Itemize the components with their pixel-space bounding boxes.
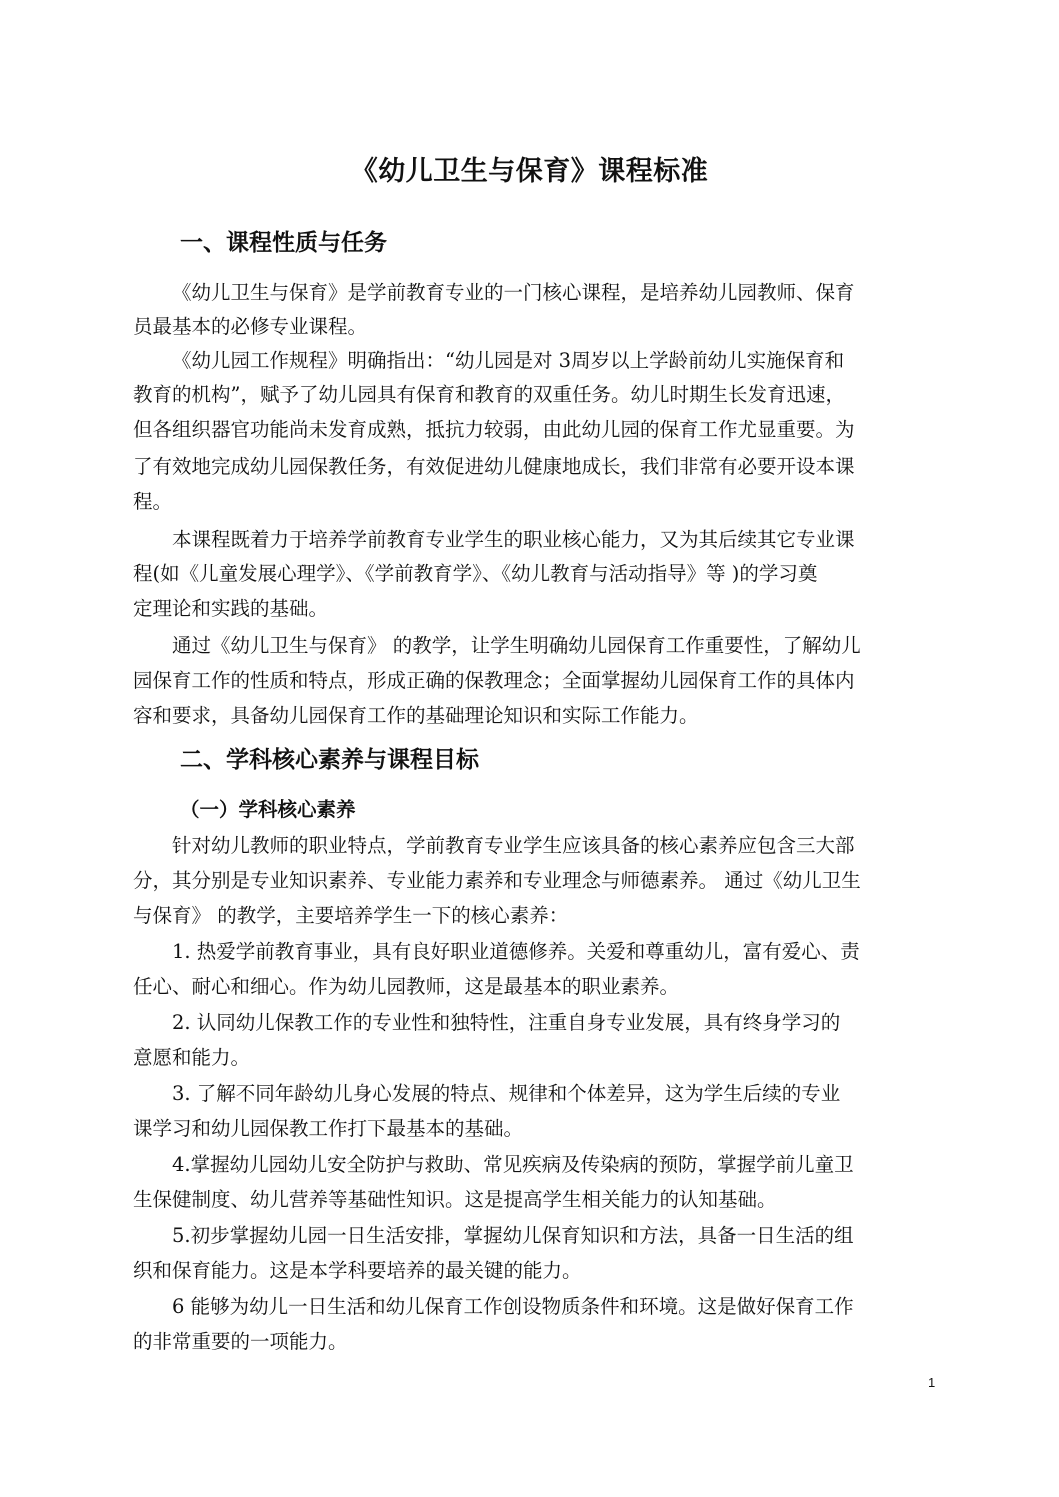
text-line: 但各组织器官功能尚未发育成熟，抵抗力较弱，由此幼儿园的保育工作尤显重要。为 — [133, 418, 855, 441]
section-heading-2: 二、学科核心素养与课程目标 — [180, 747, 479, 773]
text-line: 《幼儿园工作规程》明确指出：“幼儿园是对 3周岁以上学龄前幼儿实施保育和 — [172, 349, 845, 372]
text-line: 程。 — [133, 490, 173, 513]
list-item: 4.掌握幼儿园幼儿安全防护与救助、常见疾病及传染病的预防，掌握学前儿童卫 — [172, 1153, 854, 1176]
list-item: 2. 认同幼儿保教工作的专业性和独特性，注重自身专业发展，具有终身学习的 — [172, 1011, 841, 1034]
list-item-continuation: 生保健制度、幼儿营养等基础性知识。这是提高学生相关能力的认知基础。 — [133, 1188, 777, 1211]
list-item-continuation: 的非常重要的一项能力。 — [133, 1330, 348, 1353]
list-item-continuation: 意愿和能力。 — [133, 1046, 251, 1069]
list-item-continuation: 织和保育能力。这是本学科要培养的最关键的能力。 — [133, 1259, 582, 1282]
text-line: 教育的机构”，赋予了幼儿园具有保育和教育的双重任务。幼儿时期生长发育迅速， — [133, 383, 845, 406]
text-line: 园保育工作的性质和特点，形成正确的保教理念；全面掌握幼儿园保育工作的具体内 — [133, 669, 855, 692]
subsection-heading: （一）学科核心素养 — [180, 798, 356, 821]
text-line: 本课程既着力于培养学前教育专业学生的职业核心能力，又为其后续其它专业课 — [172, 528, 855, 551]
document-title: 《幼儿卫生与保育》课程标准 — [350, 156, 709, 187]
text-line: 容和要求，具备幼儿园保育工作的基础理论知识和实际工作能力。 — [133, 704, 699, 727]
list-item: 1. 热爱学前教育事业，具有良好职业道德修养。关爱和尊重幼儿，富有爱心、责 — [172, 940, 860, 963]
text-line: 员最基本的必修专业课程。 — [133, 315, 368, 338]
text-line: 通过《幼儿卫生与保育》 的教学，让学生明确幼儿园保育工作重要性，了解幼儿 — [172, 634, 861, 657]
list-item: 6 能够为幼儿一日生活和幼儿保育工作创设物质条件和环境。这是做好保育工作 — [172, 1295, 854, 1318]
page-number: 1 — [928, 1375, 936, 1390]
list-item-continuation: 任心、耐心和细心。作为幼儿园教师，这是最基本的职业素养。 — [133, 975, 680, 998]
text-line: 程(如《儿童发展心理学》、《学前教育学》、《幼儿教育与活动指导》等 )的学习奠 — [133, 562, 818, 585]
list-item: 5.初步掌握幼儿园一日生活安排，掌握幼儿保育知识和方法，具备一日生活的组 — [172, 1224, 854, 1247]
text-line: 针对幼儿教师的职业特点，学前教育专业学生应该具备的核心素养应包含三大部 — [172, 834, 855, 857]
section-heading-1: 一、课程性质与任务 — [180, 230, 387, 256]
text-line: 分，其分别是专业知识素养、专业能力素养和专业理念与师德素养。 通过《幼儿卫生 — [133, 869, 861, 892]
text-line: 定理论和实践的基础。 — [133, 597, 329, 620]
text-line: 与保育》 的教学，主要培养学生一下的核心素养： — [133, 904, 569, 927]
text-line: 了有效地完成幼儿园保教任务，有效促进幼儿健康地成长，我们非常有必要开设本课 — [133, 455, 855, 478]
list-item: 3. 了解不同年龄幼儿身心发展的特点、规律和个体差异，这为学生后续的专业 — [172, 1082, 841, 1105]
list-item-continuation: 课学习和幼儿园保教工作打下最基本的基础。 — [133, 1117, 524, 1140]
text-line: 《幼儿卫生与保育》是学前教育专业的一门核心课程，是培养幼儿园教师、保育 — [172, 281, 855, 304]
